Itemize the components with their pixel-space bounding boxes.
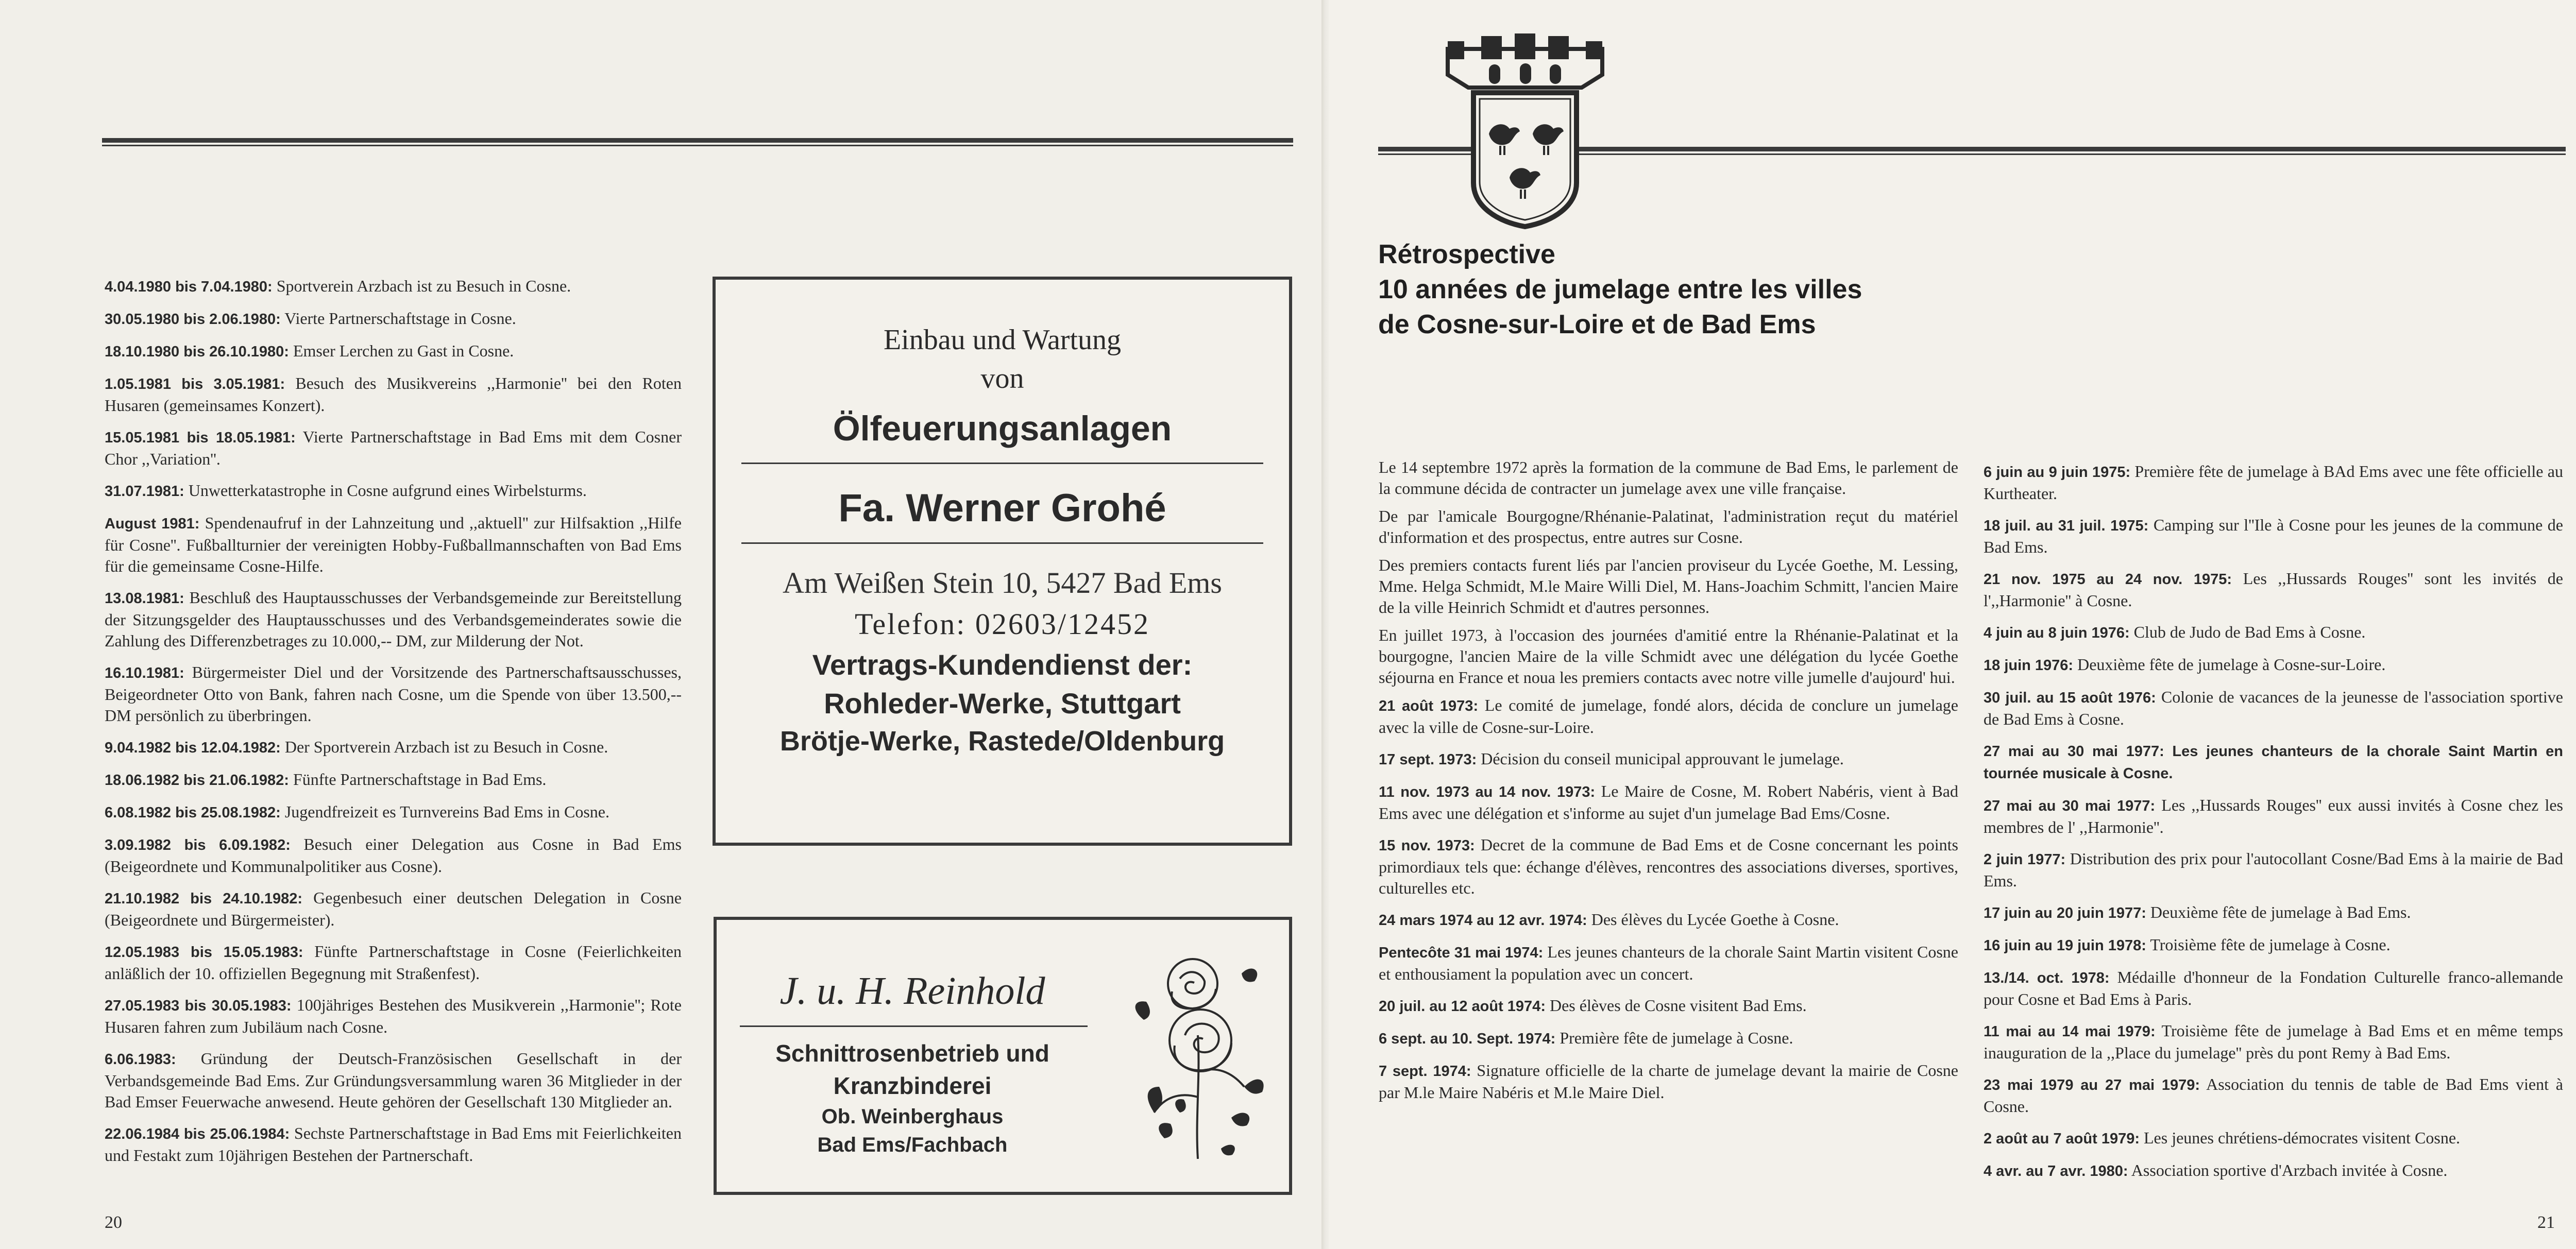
ad2-name: J. u. H. Reinhold: [779, 969, 1045, 1013]
ad1-partner2: Brötje-Werke, Rastede/Oldenburg: [779, 726, 1225, 757]
entry-date: 23 mai 1979 au 27 mai 1979:: [1984, 1077, 2200, 1093]
chronology-entry: [105, 769, 682, 791]
entry-text: Troisième fête de jumelage à Bad Ems et en même temps inauguration de la ,,Place du jumelage'' près du pont Remy à Bad Ems.: [1984, 1021, 2564, 1062]
entry-text: Gründung der Deutsch-Französischen Gesellschaft in der Verbandsgemeinde Bad Ems. Zur Gründungsversammlung waren 36 Mitglieder in der Bad Emser Feuerwache anwesend. Heute gehören der Gesellschaft 130 Mitglieder an.: [105, 1049, 682, 1111]
chronology-entry: [1984, 687, 2563, 730]
chronology-entry: [1984, 1020, 2563, 1064]
chronology-entry: [105, 1123, 682, 1166]
entry-date: 16.10.1981:: [105, 665, 184, 681]
entry-text: Club de Judo de Bad Ems à Cosne.: [2129, 623, 2366, 641]
title-line-1: Rétrospective: [1378, 239, 1555, 269]
chronology-entry: [1379, 781, 1958, 824]
entry-date: 30.05.1980 bis 2.06.1980:: [105, 311, 281, 328]
chronology-entry: [105, 995, 682, 1038]
entry-date: 27 mai au 30 mai 1977:: [1984, 798, 2156, 814]
entry-text: Association sportive d'Arzbach invitée à Cosne.: [2128, 1161, 2448, 1179]
entry-date: 13./14. oct. 1978:: [1984, 970, 2110, 986]
entry-text: 100jähriges Bestehen des Musikverein ,,Harmonie''; Rote Husaren fahren zum Jubiläum nach Cosne.: [105, 996, 682, 1036]
chronology-entry: [1984, 848, 2563, 892]
entry-text: Les jeunes chanteurs de la chorale Saint Martin en tournée musicale à Cosne.: [1984, 743, 2563, 782]
entry-date: 18.06.1982 bis 21.06.1982:: [105, 772, 289, 789]
entry-date: 18.10.1980 bis 26.10.1980:: [105, 344, 289, 360]
entry-date: 30 juil. au 15 août 1976:: [1984, 690, 2156, 706]
chronology-entry: [1984, 1160, 2563, 1182]
chronology-entry: [105, 308, 682, 330]
cosne-coat-of-arms-icon: [1437, 28, 1613, 229]
chronology-entry: [1984, 622, 2563, 644]
chronology-entry: [1984, 461, 2563, 504]
entry-date: 27.05.1983 bis 30.05.1983:: [105, 998, 292, 1014]
chronology-entry: [105, 887, 682, 931]
entry-date: 4 juin au 8 juin 1976:: [1984, 625, 2130, 641]
entry-date: 18 juin 1976:: [1984, 657, 2074, 674]
entry-date: 18 juil. au 31 juil. 1975:: [1984, 518, 2149, 534]
ad1-address: Am Weißen Stein 10, 5427 Bad Ems: [783, 566, 1222, 600]
ad2-line1: Schnittrosenbetrieb und: [775, 1040, 1049, 1067]
entry-date: 6.06.1983:: [105, 1051, 176, 1068]
ad1-service: Vertrags-Kundendienst der:: [812, 648, 1193, 681]
chronology-entry: [1984, 1074, 2563, 1117]
right-page-number: 21: [2537, 1213, 2555, 1232]
ad2-underline: [740, 1025, 1088, 1027]
entry-text: Bürgermeister Diel und der Vorsitzende des Partnerschaftsausschusses, Beigeordneter Otto von Bank, fahren nach Cosne, um die Spende von über 13.500,-- DM persönlich zu überbringen.: [105, 663, 682, 725]
entry-text: Jugendfreizeit es Turnvereins Bad Ems in Cosne.: [280, 802, 609, 821]
entry-date: 31.07.1981:: [105, 483, 184, 500]
left-page-number: 20: [105, 1213, 122, 1232]
intro-paragraph: De par l'amicale Bourgogne/Rhénanie-Palatinat, l'administration reçut du matériel d'information et des prospectus, entre autres sur Cosne.: [1379, 507, 1958, 546]
entry-date: 17 sept. 1973:: [1379, 751, 1477, 768]
intro-paragraph: Des premiers contacts furent liés par l'ancien proviseur du Lycée Goethe, M. Lessing, Mme. Helga Schmidt, M.le Maire Willi Diel, M. Hans-Joachim Schmitt, l'ancien Maire de la ville Heinrich Schmidt et d'autres personnes.: [1379, 556, 1958, 617]
chronology-entry: [1379, 909, 1958, 931]
entry-text: Colonie de vacances de la jeunesse de l'association sportive de Bad Ems à Cosne.: [1984, 688, 2563, 728]
entry-text: Signature officielle de la charte de jumelage devant la mairie de Cosne par M.le Maire Nabéris et M.le Maire Diel.: [1379, 1061, 1958, 1102]
entry-text: Les jeunes chrétiens-démocrates visitent Cosne.: [2140, 1128, 2461, 1147]
entry-date: 21 août 1973:: [1379, 698, 1479, 714]
chronology-entry: [1984, 967, 2563, 1010]
entry-date: 22.06.1984 bis 25.06.1984:: [105, 1126, 290, 1142]
entry-text: Decret de la commune de Bad Ems et de Cosne concernant les points primordiaux tels que: échange d'élèves, rencontres des associations diverses, sportives, culturelles etc.: [1379, 835, 1958, 897]
entry-date: 24 mars 1974 au 12 avr. 1974:: [1379, 912, 1587, 929]
entry-text: Sportverein Arzbach ist zu Besuch in Cosne.: [272, 277, 571, 295]
title-line-3: de Cosne-sur-Loire et de Bad Ems: [1378, 310, 1816, 339]
chronology-entry: [1984, 740, 2563, 784]
left-chronology: [105, 276, 682, 1176]
chronology-entry: [1379, 748, 1958, 771]
chronology-entry: [1379, 695, 1958, 738]
left-header-rule: [102, 138, 1293, 146]
chronology-entry: [105, 276, 682, 298]
entry-date: 16 juin au 19 juin 1978:: [1984, 937, 2146, 954]
chronology-entry: [105, 801, 682, 824]
chronology-entry: [1984, 515, 2563, 558]
chronology-entry: [1379, 942, 1958, 985]
entry-text: Vierte Partnerschaftstage in Bad Ems mit dem Cosner Chor ,,Variation''.: [105, 427, 682, 468]
entry-date: 2 août au 7 août 1979:: [1984, 1131, 2140, 1147]
entry-text: Les jeunes chanteurs de la chorale Saint Martin visitent Cosne et enthousiament la population avec un concert.: [1379, 943, 1959, 983]
entry-date: 12.05.1983 bis 15.05.1983:: [105, 944, 303, 961]
chronology-entry: [105, 737, 682, 759]
chronology-entry: [105, 941, 682, 984]
entry-text: Deuxième fête de jumelage à Bad Ems.: [2146, 903, 2411, 921]
ad1-divider-bottom: [741, 542, 1263, 544]
entry-date: 21.10.1982 bis 24.10.1982:: [105, 891, 303, 907]
entry-text: Unwetterkatastrophe in Cosne aufgrund eines Wirbelsturms.: [184, 481, 587, 500]
ad1-line1: Einbau und Wartung: [883, 324, 1122, 356]
chronology-entry: [105, 480, 682, 502]
entry-date: August 1981:: [105, 516, 200, 532]
ad2-line2: Kranzbinderei: [833, 1072, 992, 1099]
chronology-entry: [1984, 1127, 2563, 1150]
entry-date: 15 nov. 1973:: [1379, 837, 1475, 854]
chronology-entry: [105, 1048, 682, 1113]
chronology-entry: [105, 512, 682, 577]
entry-text: Besuch einer Delegation aus Cosne in Bad Ems (Beigeordnete und Kommunalpolitiker aus Cosne).: [105, 835, 682, 876]
right-column-2: [1984, 461, 2563, 1192]
chronology-entry: [105, 834, 682, 877]
entry-text: Distribution des prix pour l'autocollant Cosne/Bad Ems à la mairie de Bad Ems.: [1984, 849, 2563, 890]
chronology-entry: [105, 340, 682, 363]
chronology-entry: [105, 426, 682, 470]
entry-text: Médaille d'honneur de la Fondation Culturelle franco-allemande pour Cosne et Bad Ems à Paris.: [1984, 968, 2564, 1008]
chronology-entry: [105, 662, 682, 726]
entry-date: 20 juil. au 12 août 1974:: [1379, 998, 1546, 1015]
ad1-partner1: Rohleder-Werke, Stuttgart: [824, 687, 1181, 720]
entry-text: Deuxième fête de jumelage à Cosne-sur-Loire.: [2073, 655, 2386, 674]
entry-date: 6 sept. au 10. Sept. 1974:: [1379, 1031, 1556, 1047]
entry-date: 6.08.1982 bis 25.08.1982:: [105, 805, 281, 821]
chronology-entry: [1379, 834, 1958, 899]
entry-text: Fünfte Partnerschaftstage in Bad Ems.: [289, 770, 547, 789]
book-gutter: [1321, 0, 1329, 1249]
entry-text: Première fête de jumelage à BAd Ems avec une fête officielle au Kurtheater.: [1984, 462, 2563, 503]
chronology-entry: [105, 373, 682, 416]
chronology-entry: [105, 587, 682, 652]
chronology-entry: [1984, 795, 2563, 838]
entry-date: 7 sept. 1974:: [1379, 1063, 1471, 1080]
chronology-entry: [1984, 934, 2563, 956]
entry-date: 17 juin au 20 juin 1977:: [1984, 905, 2146, 921]
entry-text: Les ,,Hussards Rouges'' eux aussi invités à Cosne chez les membres de l' ,,Harmonie''.: [1984, 796, 2563, 836]
entry-text: Der Sportverein Arzbach ist zu Besuch in Cosne.: [280, 738, 608, 756]
entry-text: Sechste Partnerschaftstage in Bad Ems mit Feierlichkeiten und Festakt zum 10jährigen Bestehen der Partnerschaft.: [105, 1124, 682, 1165]
entry-text: Décision du conseil municipal approuvant le jumelage.: [1477, 749, 1844, 768]
intro-paragraph: En juillet 1973, à l'occasion des journées d'amitié entre la Rhénanie-Palatinat et la bourgogne, l'ancien Maire de la ville Schmidt avec une délégation du lycée Goethe séjourna en France et noua les premiers contacts avec notre ville jumelle d'aujourd' hui.: [1379, 626, 1958, 687]
chronology-entry: [1379, 995, 1958, 1017]
entry-text: Emser Lerchen zu Gast in Cosne.: [289, 341, 514, 360]
rose-illustration: [1123, 943, 1273, 1164]
page-title: [1378, 237, 1862, 342]
ad1-company: Fa. Werner Grohé: [838, 486, 1166, 530]
entry-text: Fünfte Partnerschaftstage in Cosne (Feierlichkeiten anläßlich der 10. offiziellen Begegnung mit Straßenfest).: [105, 942, 682, 983]
entry-date: 3.09.1982 bis 6.09.1982:: [105, 837, 291, 853]
entry-text: Spendenaufruf in der Lahnzeitung und ,,aktuell'' zur Hilfsaktion ,,Hilfe für Cosne''. Fußballturnier der vereinigten Hobby-Fußballmannschaften von Bad Ems für die gemeinsame Cosne-Hilfe.: [105, 514, 682, 575]
entry-date: 9.04.1982 bis 12.04.1982:: [105, 740, 281, 756]
intro-paragraph: Le 14 septembre 1972 après la formation de la commune de Bad Ems, le parlement de la commune décida de contracter un jumelage avex une ville française.: [1379, 458, 1958, 498]
entry-text: Besuch des Musikvereins ,,Harmonie'' bei den Roten Husaren (gemeinsames Konzert).: [105, 374, 682, 415]
entry-text: Des élèves de Cosne visitent Bad Ems.: [1545, 996, 1807, 1015]
entry-date: 11 nov. 1973 au 14 nov. 1973:: [1379, 784, 1596, 800]
entry-text: Le comité de jumelage, fondé alors, décida de conclure un jumelage avec la ville de Cosne-sur-Loire.: [1379, 696, 1959, 737]
entry-text: Des élèves du Lycée Goethe à Cosne.: [1587, 910, 1839, 929]
entry-date: 4.04.1980 bis 7.04.1980:: [105, 279, 273, 295]
entry-text: Camping sur l''Ile à Cosne pour les jeunes de la commune de Bad Ems.: [1984, 516, 2564, 556]
ad1-line2: von: [980, 363, 1024, 395]
entry-text: Troisième fête de jumelage à Cosne.: [2146, 935, 2391, 954]
entry-text: Association du tennis de table de Bad Ems vient à Cosne.: [1984, 1075, 2564, 1116]
ad1-product: Ölfeuerungsanlagen: [833, 409, 1172, 448]
entry-date: 11 mai au 14 mai 1979:: [1984, 1023, 2156, 1040]
right-column-1: [1379, 457, 1958, 1114]
entry-text: Le Maire de Cosne, M. Robert Nabéris, vient à Bad Ems avec une délégation et s'informe au sujet d'un jumelage Bad Ems/Cosne.: [1379, 782, 1958, 823]
ad2-line3: Ob. Weinberghaus: [821, 1105, 1004, 1128]
entry-text: Beschluß des Hauptausschusses der Verbandsgemeinde zur Bereitstellung der Sitzungsgelder des Hauptausschusses und des Verbandsgemeinderates sowie die Zahlung des Differenzbetrages zu 10.000,-- DM, zur Milderung der Not.: [105, 588, 682, 650]
ad-werner-grohe: [713, 277, 1292, 846]
entry-date: Pentecôte 31 mai 1974:: [1379, 945, 1544, 961]
ad1-divider-top: [741, 463, 1263, 464]
entry-date: 6 juin au 9 juin 1975:: [1984, 464, 2131, 481]
entry-text: Les ,,Hussards Rouges'' sont les invités de l',,Harmonie'' à Cosne.: [1984, 569, 2563, 610]
entry-date: 2 juin 1977:: [1984, 851, 2066, 868]
entry-date: 4 avr. au 7 avr. 1980:: [1984, 1163, 2128, 1179]
entry-date: 1.05.1981 bis 3.05.1981:: [105, 376, 285, 392]
chronology-entry: [1984, 568, 2563, 611]
entry-date: 15.05.1981 bis 18.05.1981:: [105, 430, 296, 446]
ad1-phone: Telefon: 02603/12452: [854, 607, 1150, 641]
entry-date: 13.08.1981:: [105, 590, 184, 607]
chronology-entry: [1379, 1028, 1958, 1050]
entry-text: Vierte Partnerschaftstage in Cosne.: [280, 309, 516, 328]
chronology-entry: [1984, 902, 2563, 924]
entry-text: Gegenbesuch einer deutschen Delegation in Cosne (Beigeordnete und Bürgermeister).: [105, 888, 682, 929]
chronology-entry: [1984, 654, 2563, 676]
entry-date: 21 nov. 1975 au 24 nov. 1975:: [1984, 571, 2232, 588]
entry-date: 27 mai au 30 mai 1977:: [1984, 743, 2164, 760]
title-line-2: 10 années de jumelage entre les villes: [1378, 275, 1862, 304]
chronology-entry: [1379, 1060, 1958, 1103]
ad2-line4: Bad Ems/Fachbach: [817, 1134, 1008, 1156]
entry-text: Première fête de jumelage à Cosne.: [1555, 1029, 1793, 1047]
